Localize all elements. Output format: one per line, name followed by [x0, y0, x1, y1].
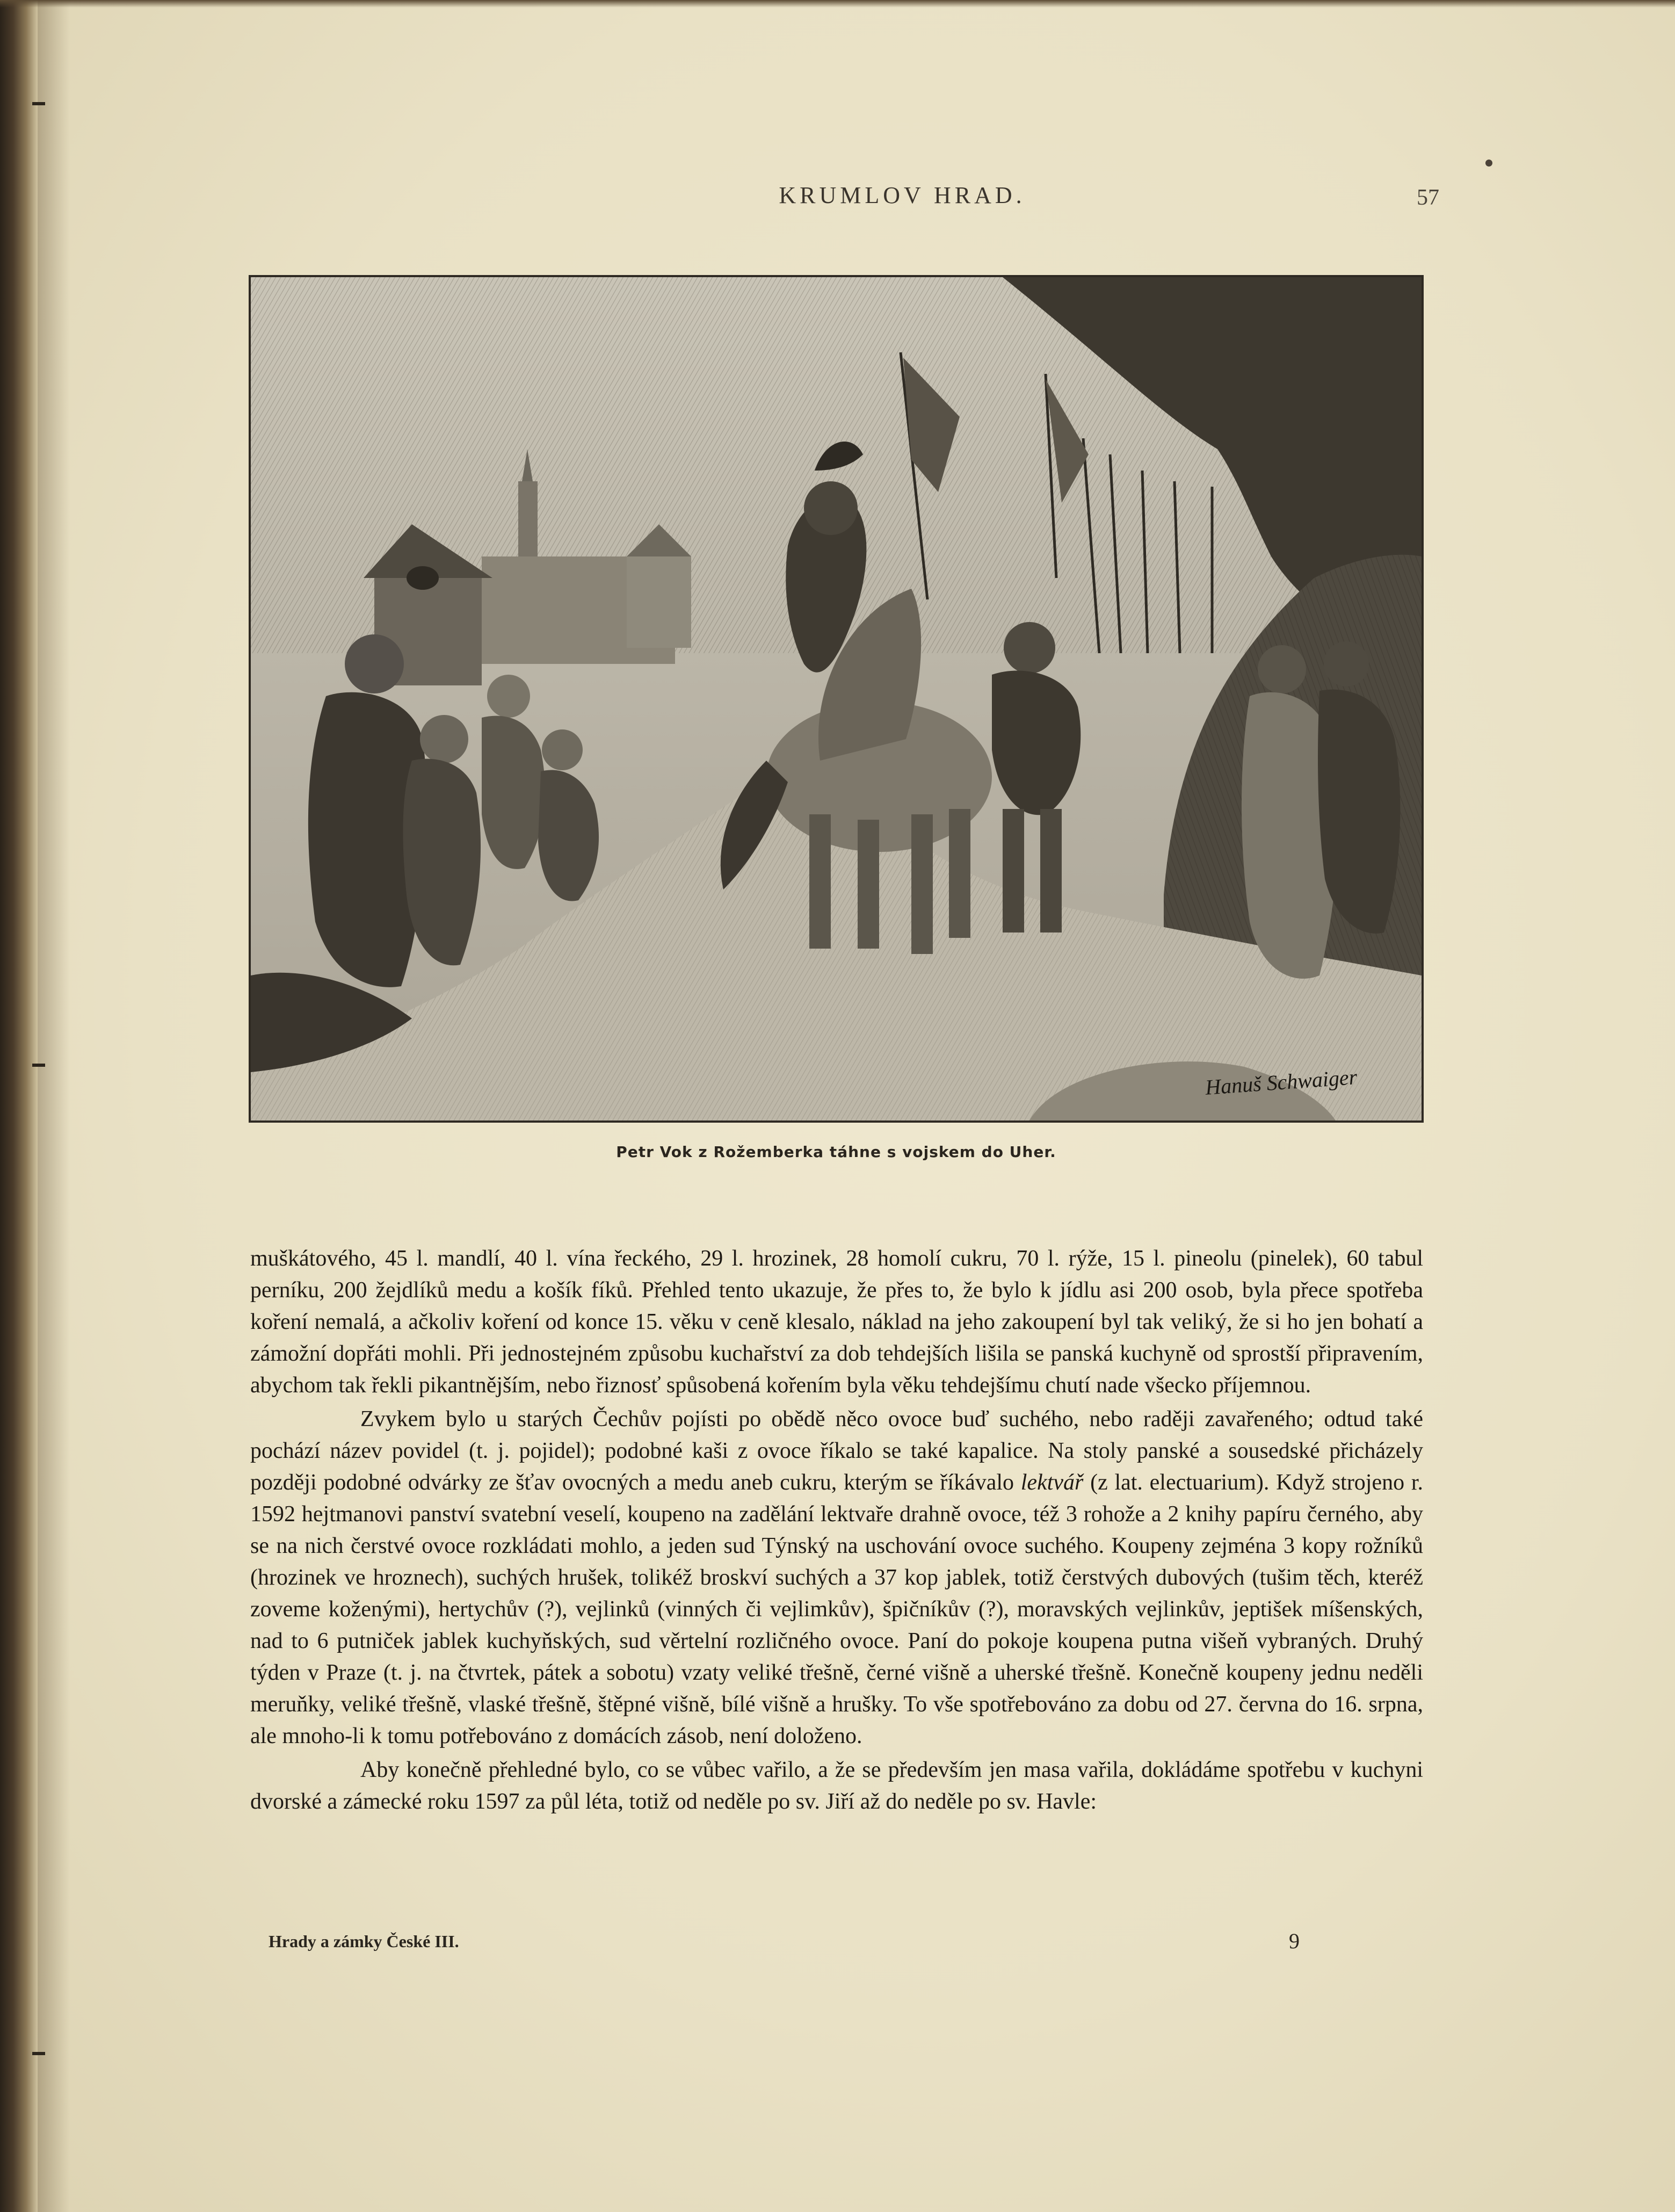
italic-term: lektvář — [1020, 1470, 1084, 1495]
binding-mark — [32, 2052, 45, 2055]
book-binding — [0, 0, 38, 2212]
binding-mark — [32, 1064, 45, 1067]
body-text — [250, 1243, 1423, 1818]
page-top-edge — [0, 0, 1675, 8]
paragraph — [250, 1243, 1423, 1401]
footer-book-title: Hrady a zámky České III. — [269, 1932, 459, 1951]
paragraph-text: (z lat. electuarium). Když strojeno r. 1592 hejtmanovi panství svatební veselí, koupeno na zadělání lektvaře drahně ovoce, též 3 rohože a 2 knihy papíru černého, aby se na nich čerstvé ovoce rozkládati mohlo, a jeden sud Týnský na uschování ovoce suchého. Koupeny zejména 3 kopy rožníků (hrozinek ve hroznech), suchých hrušek, tolikéž broskví suchých a 37 kop jablek, totiž čerstvých dubových (tušim těch, kteréž zoveme koženými), hertychův (?), vejlinků (vinných či vejlimkův), špičníkův (?), moravských vejlinkův, jeptišek míšenských, nad to 6 putniček jablek kuchyňských, sud věrtelní rozličného ovoce. Paní do pokoje koupena putna višeň vybraných. Druhý týden v Praze (t. j. na čtvrtek, pátek a sobotu) vzaty veliké třešně, černé višně a uherské třešně. Konečně koupeny jednu neděli meruňky, veliké třešně, vlaské třešně, štěpné višně, bílé višně a hrušky. To vše spotřebováno za dobu od 27. června do 16. srpna, ale mnoho-li k tomu potřebováno z domácích zásob, není doloženo. — [250, 1470, 1424, 1748]
paragraph-text: Aby konečně přehledné bylo, co se vůbec vařilo, a že se především jen masa vařila, dokládáme spotřebu v kuchyni dvorské a zámecké roku 1597 za půl léta, totiž od neděle po sv. Jiří až do neděle po sv. Havle: — [250, 1758, 1423, 1814]
ink-spot — [1485, 160, 1492, 167]
illustration-caption: Petr Vok z Rožemberka táhne s vojskem do Uher. — [616, 1143, 1056, 1161]
paragraph-text: Zvykem bylo u starých Čechův pojísti po obědě něco ovoce buď suchého, nebo raději zavařeného; odtud také pochází název povidel (t. j. pojidel); podobné kaši z ovoce říkalo se také kapalice. Na stoly panské a sousedské přicházely později podobné odvárky ze šťav ovocných a medu aneb cukru, kterým se říkávalo — [250, 1407, 1423, 1495]
paragraph-text: muškátového, 45 l. mandlí, 40 l. vína řeckého, 29 l. hrozinek, 28 homolí cukru, 70 l. rýže, 15 l. pineolu (pinelek), 60 tabul perníku, 200 žejdlíků medu a košík fíků. Přehled tento ukazuje, že přes to, že bylo k jídlu asi 200 osob, byla přece spotřeba koření nemalá, a ačkoliv koření od konce 15. věku v ceně klesalo, náklad na jeho zakoupení byl tak veliký, že si ho jen bohatí a zámožní dopřáti mohli. Při jednostejném způsobu kuchařství za dob tehdejších lišila se panská kuchyně od sprostší připravením, abychom tak řekli pikantnějším, nebo řiznosť spůsobená kořením byla věku tehdejšímu chutí nade všecko příjemnou. — [250, 1246, 1423, 1398]
artist-signature: Hanuš Schwaiger — [1204, 1065, 1358, 1100]
engraving-drawing — [251, 277, 1422, 1121]
binding-mark — [32, 102, 45, 105]
illustration-engraving — [249, 275, 1424, 1123]
paragraph — [250, 1754, 1423, 1818]
page-number: 57 — [1417, 185, 1439, 210]
running-header: KRUMLOV HRAD. — [779, 182, 1026, 208]
signature-mark: 9 — [1289, 1929, 1300, 1953]
paragraph — [250, 1404, 1423, 1752]
gutter-shadow — [38, 0, 70, 2212]
